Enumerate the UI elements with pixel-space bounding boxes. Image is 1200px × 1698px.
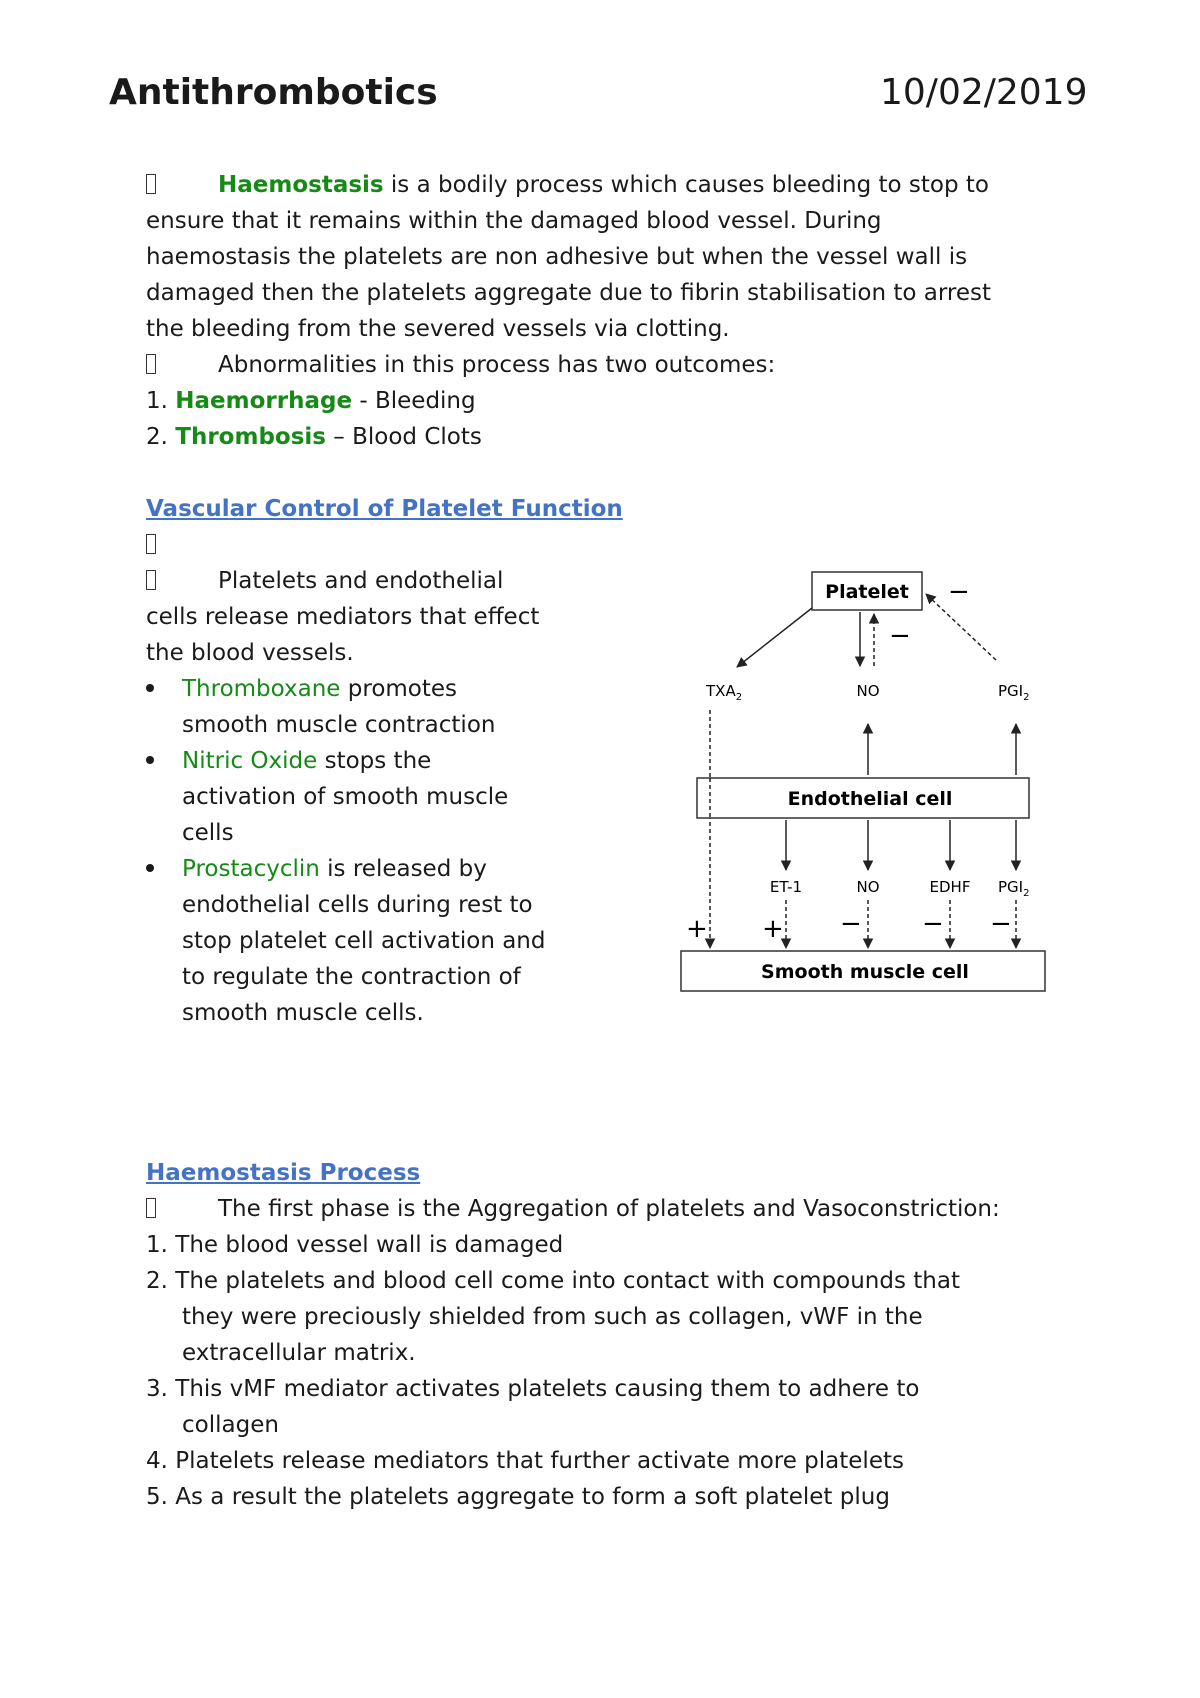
process-intro: The first phase is the Aggregation of platelets and Vasoconstriction: — [146, 1191, 1000, 1227]
outcome-item-2: 2. Thrombosis – Blood Clots — [146, 424, 482, 450]
bullet-prostacyclin: Prostacyclin is released by — [146, 851, 487, 887]
term-haemostasis: Haemostasis — [218, 172, 384, 198]
section-heading-process: Haemostasis Process — [146, 1160, 421, 1186]
process-step-4: 4. Platelets release mediators that further activate more platelets — [146, 1448, 904, 1474]
label-edhf: EDHF — [929, 878, 971, 896]
platelet-label: Platelet — [825, 581, 909, 603]
bullet-glyph-icon — [146, 354, 156, 374]
section-heading-vascular: Vascular Control of Platelet Function — [146, 496, 623, 522]
smooth-muscle-cell-label: Smooth muscle cell — [761, 961, 969, 983]
document-date: 10/02/2019 — [880, 72, 1088, 113]
plus-sign: + — [762, 914, 784, 944]
bullet-glyph-icon — [146, 534, 156, 554]
vascular-paragraph-line-3: the blood vessels. — [146, 640, 354, 666]
document-title: Antithrombotics — [109, 72, 438, 113]
process-step-5: 5. As a result the platelets aggregate to form a soft platelet plug — [146, 1484, 890, 1510]
process-step-2-line-3: extracellular matrix. — [182, 1340, 416, 1366]
bullet-dot-icon — [146, 756, 154, 764]
minus-sign: − — [922, 909, 944, 939]
label-pgi2-bottom: $PGI_2$ — [998, 878, 1030, 899]
arrow-platelet-to-txa2 — [737, 608, 812, 667]
vascular-paragraph-line-1: Platelets and endothelial — [146, 563, 503, 599]
intro-paragraph-line-1: Haemostasis is a bodily process which causes bleeding to stop to — [146, 167, 989, 203]
process-step-3: 3. This vMF mediator activates platelets causing them to adhere to — [146, 1376, 920, 1402]
label-no-bottom: NO — [856, 878, 880, 896]
outcome-item-1: 1. Haemorrhage - Bleeding — [146, 388, 476, 414]
process-step-1: 1. The blood vessel wall is damaged — [146, 1232, 564, 1258]
bullet-dot-icon — [146, 684, 154, 692]
minus-sign: − — [948, 577, 970, 607]
process-step-3-line-2: collagen — [182, 1412, 279, 1438]
bullet-prostacyclin-line-3: stop platelet cell activation and — [182, 928, 546, 954]
label-pgi2-top: $PGI_2$ — [998, 682, 1030, 703]
bullet-prostacyclin-line-5: smooth muscle cells. — [182, 1000, 424, 1026]
bullet-glyph-icon — [146, 174, 156, 194]
bullet-thromboxane-line-2: smooth muscle contraction — [182, 712, 496, 738]
minus-sign: − — [840, 909, 862, 939]
label-et1: ET-1 — [769, 878, 803, 896]
intro-paragraph-line-2: ensure that it remains within the damaged blood vessel. During — [146, 208, 882, 234]
bullet-prostacyclin-line-4: to regulate the contraction of — [182, 964, 521, 990]
intro-paragraph-line-4: damaged then the platelets aggregate due to fibrin stabilisation to arrest — [146, 280, 992, 306]
intro-paragraph-line-5: the bleeding from the severed vessels via clotting. — [146, 316, 730, 342]
plus-sign: + — [686, 914, 708, 944]
bullet-glyph-icon — [146, 570, 156, 590]
label-txa2: $TXA_2$ — [706, 682, 743, 703]
platelet-signaling-diagram — [680, 560, 1060, 1000]
empty-bullet-line — [146, 527, 156, 563]
bullet-prostacyclin-line-2: endothelial cells during rest to — [182, 892, 533, 918]
abnormalities-line: Abnormalities in this process has two outcomes: — [146, 347, 775, 383]
vascular-paragraph-line-2: cells release mediators that effect — [146, 604, 540, 630]
minus-sign: − — [990, 909, 1012, 939]
bullet-dot-icon — [146, 864, 154, 872]
process-step-2-line-2: they were preciously shielded from such as collagen, vWF in the — [182, 1304, 923, 1330]
label-no-top: NO — [856, 682, 880, 700]
process-step-2: 2. The platelets and blood cell come into contact with compounds that — [146, 1268, 960, 1294]
bullet-nitric-oxide-line-3: cells — [182, 820, 234, 846]
endothelial-cell-label: Endothelial cell — [787, 788, 953, 810]
minus-sign: − — [889, 621, 911, 651]
bullet-nitric-oxide: Nitric Oxide stops the — [146, 743, 431, 779]
intro-paragraph-line-3: haemostasis the platelets are non adhesive but when the vessel wall is — [146, 244, 968, 270]
bullet-glyph-icon — [146, 1198, 156, 1218]
bullet-nitric-oxide-line-2: activation of smooth muscle — [182, 784, 509, 810]
bullet-thromboxane: Thromboxane promotes — [146, 671, 457, 707]
